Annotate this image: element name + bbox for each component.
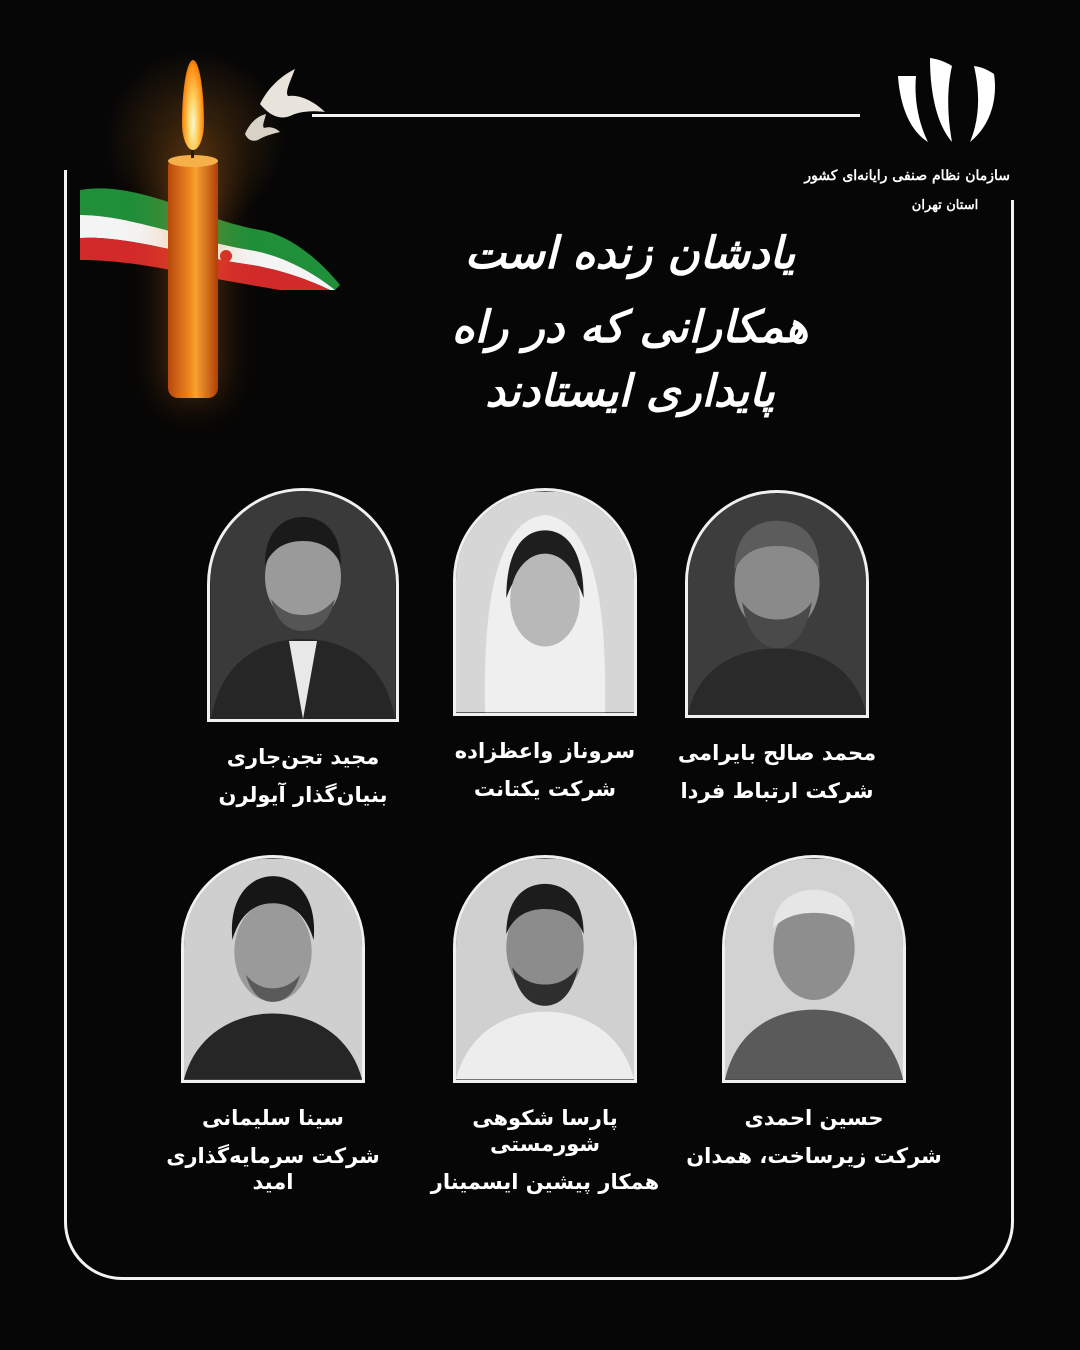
person-role: شرکت زیرساخت، همدان xyxy=(686,1144,942,1168)
person-role: شرکت یکتانت xyxy=(473,777,617,801)
person-card xyxy=(415,488,675,802)
candle xyxy=(168,160,218,398)
person-card xyxy=(415,855,675,1195)
person-card xyxy=(647,490,907,804)
person-role: شرکت ارتباط فردا xyxy=(680,779,874,803)
org-name: سازمان نظام صنفی رایانه‌ای کشور xyxy=(804,168,1010,184)
doves-icon xyxy=(240,64,330,144)
org-province: استان تهران xyxy=(911,198,979,213)
headline-line2: همکارانی که در راه پایداری ایستادند xyxy=(451,302,809,417)
person-card xyxy=(684,855,944,1169)
headline xyxy=(380,222,880,424)
person-role: بنیان‌گذار آیولرن xyxy=(218,783,388,807)
person-name: سروناز واعظزاده xyxy=(454,739,636,763)
portrait-photo xyxy=(453,488,637,716)
person-name: سینا سلیمانی xyxy=(202,1106,344,1130)
person-role: همکار پیشین ایسمینار xyxy=(430,1170,660,1194)
logo-mark-icon xyxy=(890,56,1000,142)
memorial-candle-illustration xyxy=(60,40,320,420)
person-role: شرکت سرمایه‌گذاری امید xyxy=(166,1144,380,1194)
person-card xyxy=(143,855,403,1195)
headline-line1: یادشان زنده است xyxy=(464,228,796,279)
person-name: حسین احمدی xyxy=(744,1106,884,1130)
portrait-photo xyxy=(453,855,637,1083)
person-name: مجید تجن‌جاری xyxy=(226,745,380,769)
portrait-photo xyxy=(722,855,906,1083)
person-name: محمد صالح بایرامی xyxy=(677,741,877,765)
portrait-photo xyxy=(181,855,365,1083)
portrait-photo xyxy=(207,488,399,722)
portrait-photo xyxy=(685,490,869,718)
person-card xyxy=(173,488,433,808)
organization-logo xyxy=(804,56,1010,246)
person-name: پارسا شکوهی شورمستی xyxy=(472,1106,618,1156)
